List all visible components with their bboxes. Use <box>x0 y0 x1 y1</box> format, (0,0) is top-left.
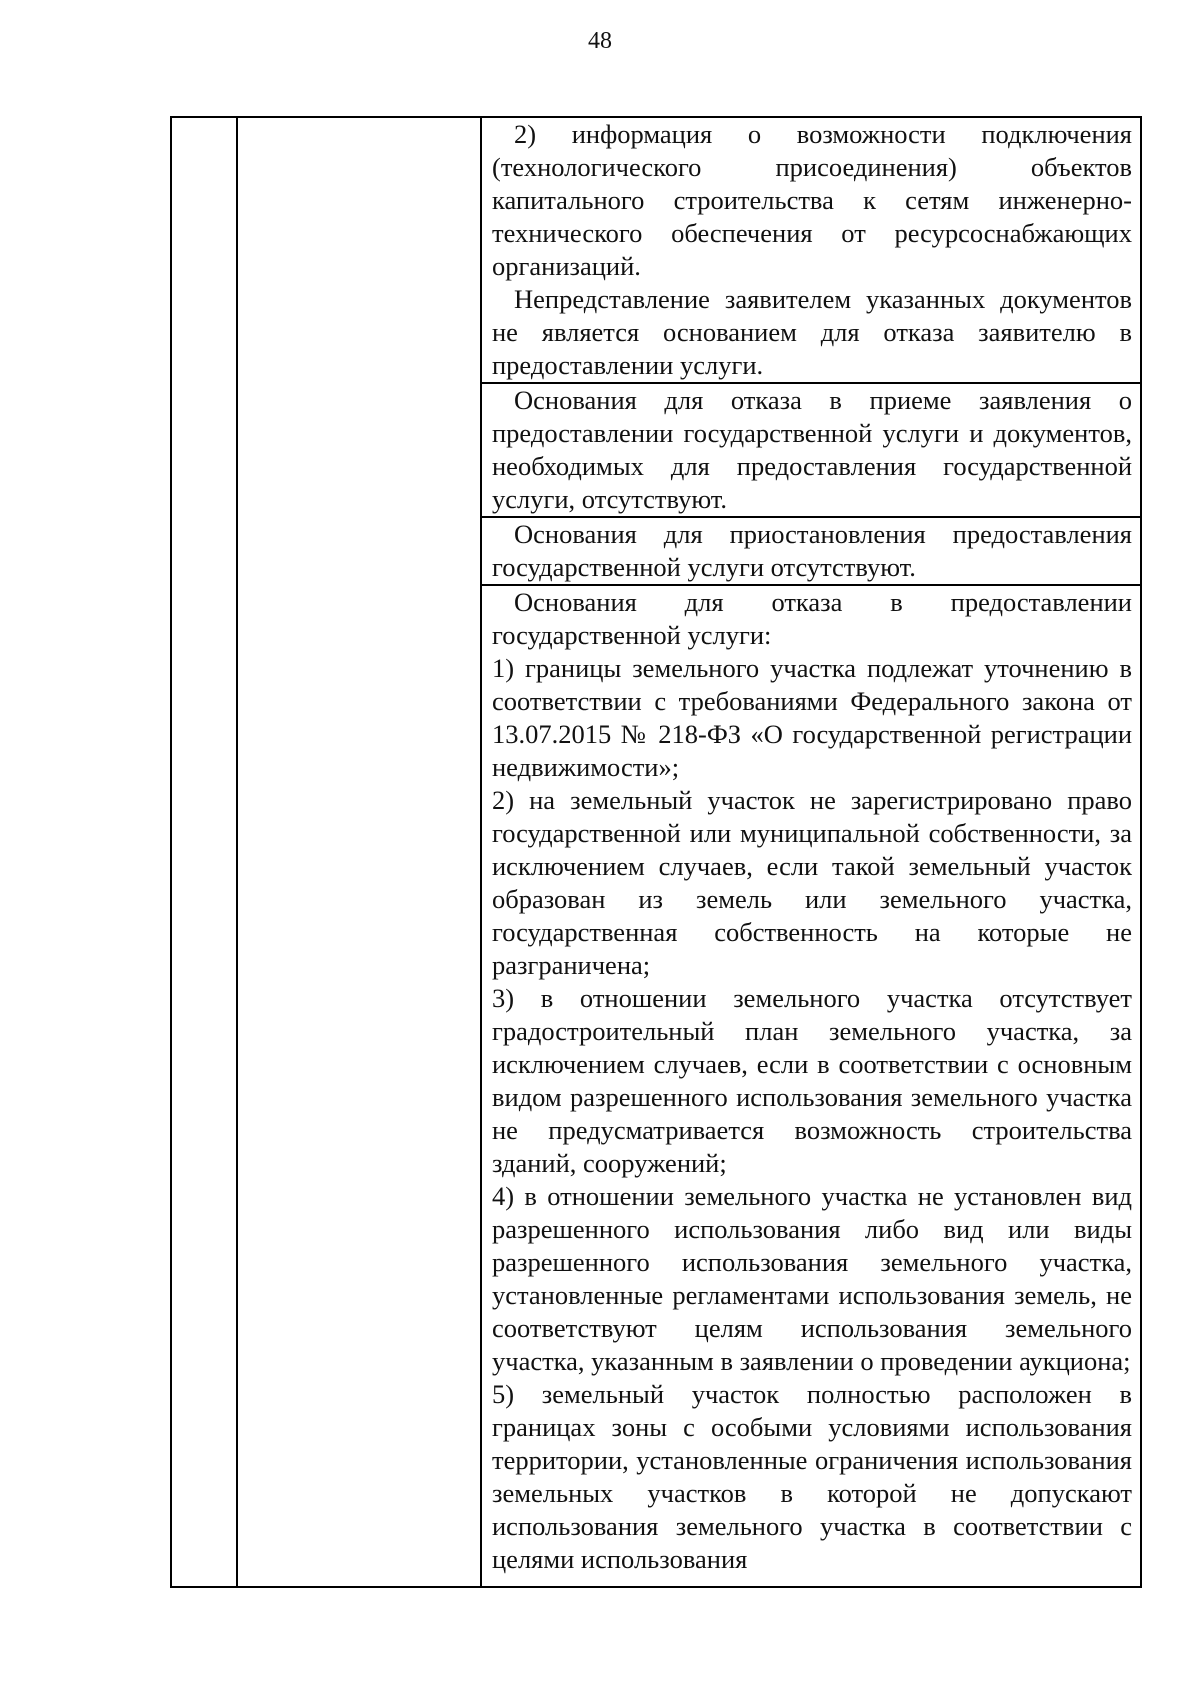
paragraph: Основания для отказа в предоставлении государственной услуги: <box>492 587 1132 650</box>
paragraph: 4) в отношении земельного участка не установлен вид разрешенного использования либо вид или виды разрешенного использования земельного участка, установленные регламентами использования земель, не соответствуют целям использования земельного участка, указанным в заявлении о проведении аукциона; <box>492 1181 1132 1376</box>
paragraph: Непредставление заявителем указанных документов не является основанием для отказа заявителю в предоставлении услуги. <box>492 284 1132 380</box>
text-cell-refusal-acceptance <box>481 383 1141 517</box>
text-cell-refusal-grounds <box>481 585 1141 1587</box>
paragraph: Основания для отказа в приеме заявления о предоставлении государственной услуги и документов, необходимых для предоставления государственной услуги, отсутствуют. <box>492 385 1132 514</box>
paragraph: 2) информация о возможности подключения (технологического присоединения) объектов капитального строительства к сетям инженерно-технического обеспечения от ресурсоснабжающих организаций. <box>492 119 1132 281</box>
paragraph: 1) границы земельного участка подлежат уточнению в соответствии с требованиями Федерального закона от 13.07.2015 № 218-ФЗ «О государственной регистрации недвижимости»; <box>492 653 1132 782</box>
page-number: 48 <box>588 28 612 54</box>
column-1-cell <box>171 117 237 1587</box>
requirements-table <box>170 116 1142 1588</box>
paragraph: 5) земельный участок полностью расположен в границах зоны с особыми условиями использования территории, установленные ограничения использования земельных участков в которой не допускают использования земельного участка в соответствии с целями использования <box>492 1379 1132 1574</box>
column-2-cell <box>237 117 481 1587</box>
text-cell-suspension <box>481 517 1141 585</box>
paragraph: 3) в отношении земельного участка отсутствует градостроительный план земельного участка, за исключением случаев, если в соответствии с основным видом разрешенного использования земельного участка не предусматривается возможность строительства зданий, сооружений; <box>492 983 1132 1178</box>
table-row <box>171 117 1141 383</box>
paragraph: 2) на земельный участок не зарегистрировано право государственной или муниципальной собственности, за исключением случаев, если такой земельный участок образован из земель или земельного участка, государственная собственность на которые не разграничена; <box>492 785 1132 980</box>
text-cell-documents <box>481 117 1141 383</box>
paragraph: Основания для приостановления предоставления государственной услуги отсутствуют. <box>492 519 1132 582</box>
